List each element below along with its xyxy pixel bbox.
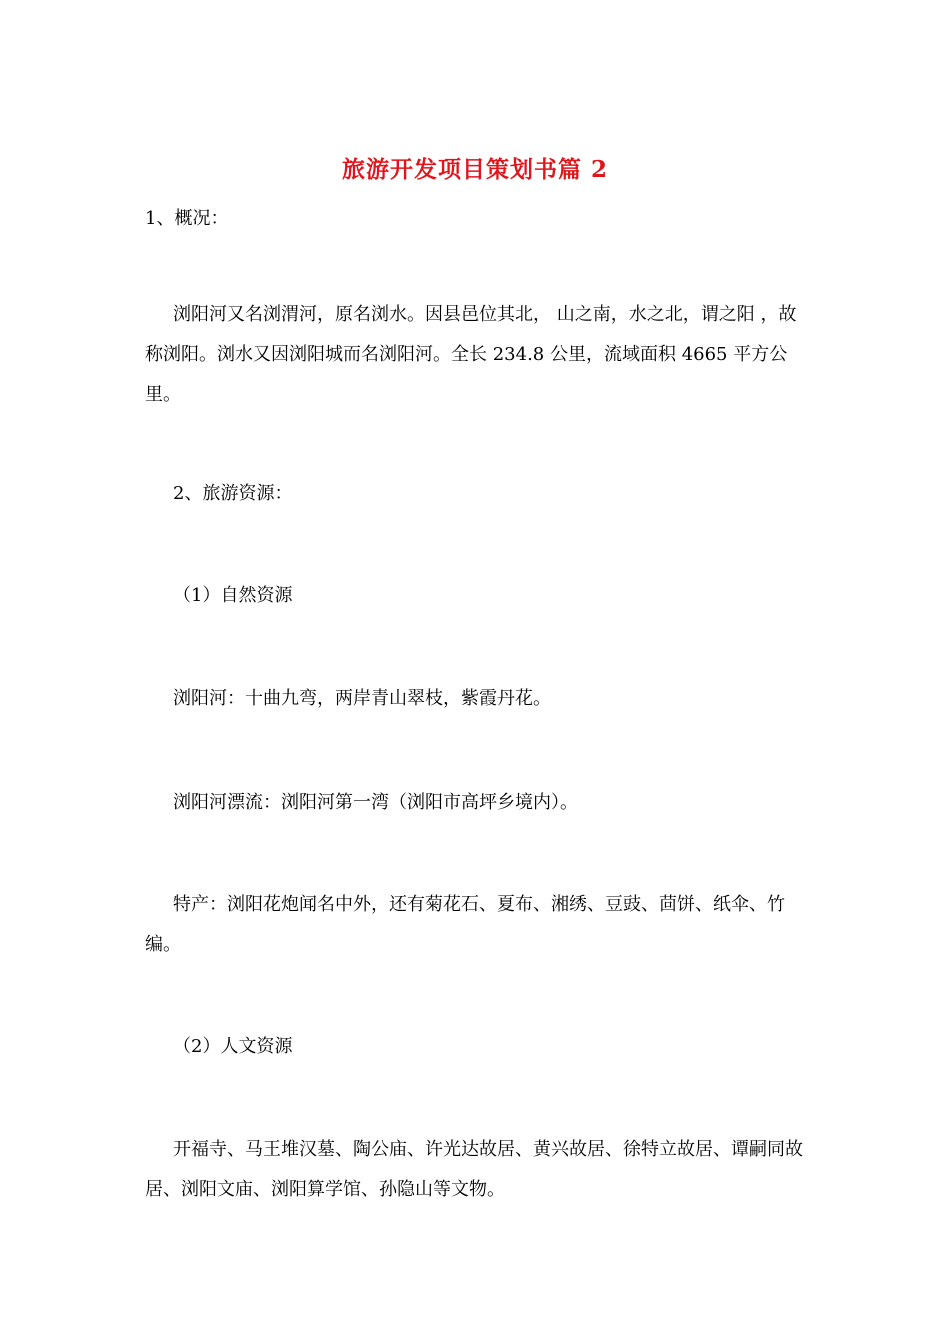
paragraph-rafting: 浏阳河漂流：浏阳河第一湾（浏阳市高坪乡境内）。 xyxy=(173,792,578,813)
paragraph-cultural-sites: 开福寺、马王堆汉墓、陶公庙、许光达故居、黄兴故居、徐特立故居、谭嗣同故居、浏阳文庙、浏阳算学馆、孙隐山等文物。 xyxy=(145,1139,803,1200)
section-heading-overview: 1、概况： xyxy=(145,208,229,229)
paragraph-liuyang-river: 浏阳河：十曲九弯，两岸青山翠枝，紫霞丹花。 xyxy=(173,688,551,709)
paragraph-specialties: 特产：浏阳花炮闻名中外，还有菊花石、夏布、湘绣、豆豉、茴饼、纸伞、竹编。 xyxy=(145,894,785,955)
section-heading-resources: 2、旅游资源： xyxy=(173,483,293,504)
subsection-natural-resources: （1）自然资源 xyxy=(173,585,293,606)
document-title: 旅游开发项目策划书篇 2 xyxy=(341,156,608,183)
subsection-cultural-resources: （2）人文资源 xyxy=(173,1036,293,1057)
paragraph-overview: 浏阳河又名浏渭河，原名浏水。因县邑位其北， 山之南，水之北，谓之阳 ，故称浏阳。浏水又因浏阳城而名浏阳河。全长 234.8 公里，流域面积 4665 平方公里。 xyxy=(145,304,797,405)
